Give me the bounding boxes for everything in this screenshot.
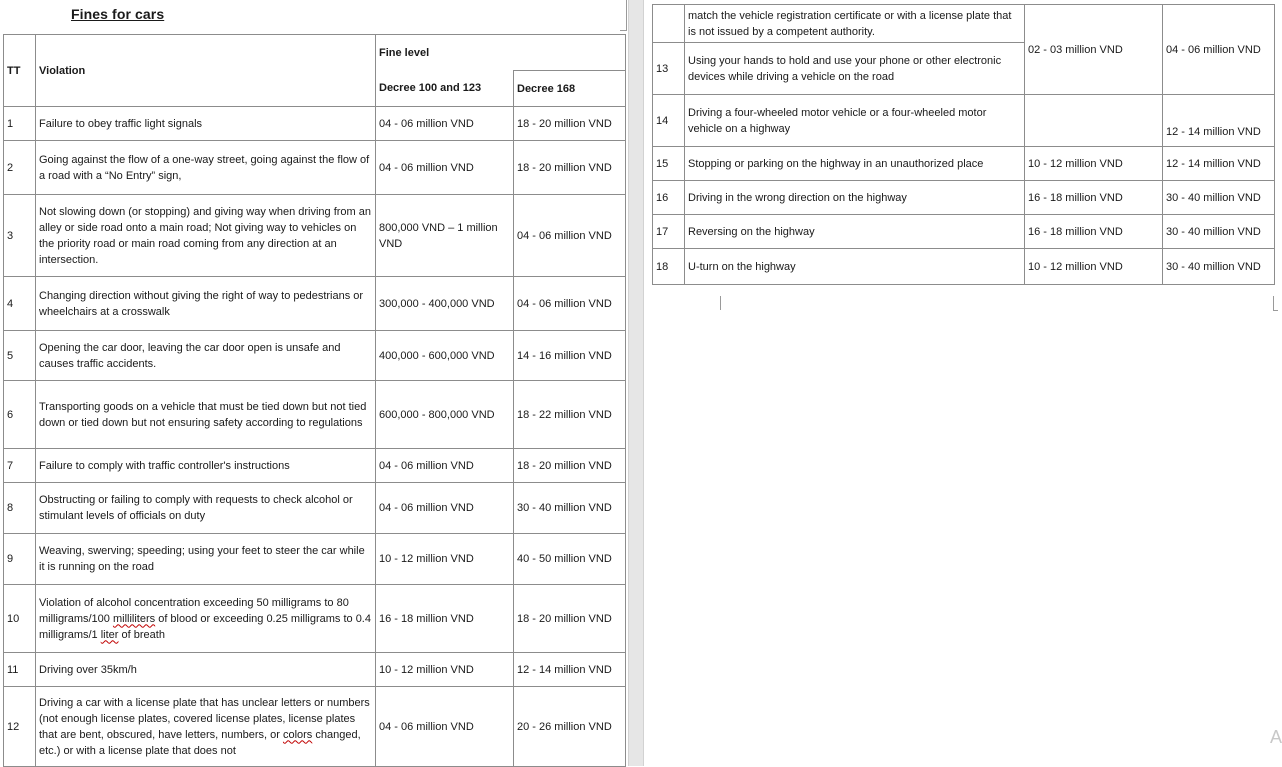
violation-text: Going against the flow of a one-way street, going against the flow of a road with a “No Entry” sign,	[36, 141, 376, 195]
fine-old: 10 - 12 million VND	[376, 653, 514, 687]
table-row	[653, 249, 1275, 285]
fine-old: 16 - 18 million VND	[1025, 215, 1163, 249]
violation-text: Using your hands to hold and use your phone or other electronic devices while driving a vehicle on the road	[685, 43, 1025, 95]
fine-new: 18 - 20 million VND	[514, 449, 626, 483]
table-row	[4, 195, 626, 277]
violation-text-part: changed, etc.) or with a license plate that does not	[39, 728, 361, 757]
fines-table-continued	[652, 4, 1275, 285]
table-row	[4, 107, 626, 141]
fine-old: 04 - 06 million VND	[376, 483, 514, 534]
fine-new: 18 - 20 million VND	[514, 585, 626, 653]
fine-old: 04 - 06 million VND	[376, 107, 514, 141]
fine-new: 12 - 14 million VND	[1163, 147, 1275, 181]
row-number: 10	[4, 585, 36, 653]
row-number	[653, 5, 685, 43]
table-row	[4, 534, 626, 585]
margin-corner-mark	[620, 0, 627, 31]
fine-old	[1025, 95, 1163, 147]
violation-text: Transporting goods on a vehicle that must be tied down but not tied down or tied down but not ensuring safety according to regulations	[36, 381, 376, 449]
row-number: 6	[4, 381, 36, 449]
table-row	[653, 181, 1275, 215]
fine-old: 04 - 06 million VND	[376, 141, 514, 195]
row-number: 5	[4, 331, 36, 381]
violation-text: Driving a four-wheeled motor vehicle or a four-wheeled motor vehicle on a highway	[685, 95, 1025, 147]
violation-text: Stopping or parking on the highway in an unauthorized place	[685, 147, 1025, 181]
row-number: 12	[4, 687, 36, 767]
row-number: 18	[653, 249, 685, 285]
fines-table	[3, 34, 626, 767]
fine-new: 30 - 40 million VND	[1163, 215, 1275, 249]
fine-new: 18 - 22 million VND	[514, 381, 626, 449]
row-number: 16	[653, 181, 685, 215]
fine-old: 04 - 06 million VND	[376, 687, 514, 767]
fine-old: 10 - 12 million VND	[1025, 249, 1163, 285]
table-row	[653, 147, 1275, 181]
fine-new: 12 - 14 million VND	[1163, 95, 1275, 147]
row-number: 4	[4, 277, 36, 331]
header-fine-level: Fine level	[376, 35, 626, 71]
text-cursor-mark	[720, 296, 721, 310]
fine-new: 20 - 26 million VND	[514, 687, 626, 767]
row-number: 1	[4, 107, 36, 141]
table-row	[653, 5, 1275, 43]
fine-old: 400,000 - 600,000 VND	[376, 331, 514, 381]
table-row	[653, 95, 1275, 147]
table-row	[4, 381, 626, 449]
spellcheck-flagged-word[interactable]: milliliters	[112, 612, 156, 625]
table-row	[4, 331, 626, 381]
violation-text	[36, 687, 376, 767]
page-edge-glyph: A	[1270, 727, 1282, 747]
violation-text: U-turn on the highway	[685, 249, 1025, 285]
document-page-right[interactable]	[644, 0, 1279, 766]
table-row	[4, 687, 626, 767]
row-number: 3	[4, 195, 36, 277]
row-number: 13	[653, 43, 685, 95]
row-number: 15	[653, 147, 685, 181]
fine-old: 800,000 VND – 1 million VND	[376, 195, 514, 277]
fine-old: 02 - 03 million VND	[1025, 5, 1163, 95]
fine-old: 10 - 12 million VND	[1025, 147, 1163, 181]
spellcheck-flagged-word[interactable]: liter	[100, 628, 119, 641]
violation-text: match the vehicle registration certificate or with a license plate that is not issued by a competent authority.	[685, 5, 1025, 43]
table-row	[4, 277, 626, 331]
row-number: 11	[4, 653, 36, 687]
table-row	[4, 449, 626, 483]
header-violation: Violation	[36, 35, 376, 107]
fine-old: 16 - 18 million VND	[376, 585, 514, 653]
fine-new: 04 - 06 million VND	[514, 277, 626, 331]
header-decree-old: Decree 100 and 123	[376, 71, 514, 107]
fine-old: 600,000 - 800,000 VND	[376, 381, 514, 449]
violation-text: Driving over 35km/h	[36, 653, 376, 687]
fine-new: 12 - 14 million VND	[514, 653, 626, 687]
fine-old: 04 - 06 million VND	[376, 449, 514, 483]
fine-new: 04 - 06 million VND	[1163, 5, 1275, 95]
violation-text	[36, 585, 376, 653]
fine-new: 18 - 20 million VND	[514, 107, 626, 141]
table-row	[4, 141, 626, 195]
table-row	[653, 215, 1275, 249]
violation-text: Opening the car door, leaving the car door open is unsafe and causes traffic accidents.	[36, 331, 376, 381]
fine-old: 300,000 - 400,000 VND	[376, 277, 514, 331]
violation-text: Failure to obey traffic light signals	[36, 107, 376, 141]
fine-new: 18 - 20 million VND	[514, 141, 626, 195]
violation-text: Obstructing or failing to comply with requests to check alcohol or stimulant levels of officials on duty	[36, 483, 376, 534]
fine-new: 14 - 16 million VND	[514, 331, 626, 381]
row-number: 2	[4, 141, 36, 195]
table-row	[4, 653, 626, 687]
table-row	[4, 585, 626, 653]
violation-text-part: of blood or exceeding 0.25 milligrams to 0.4 milligrams/1	[39, 612, 371, 641]
fine-old: 10 - 12 million VND	[376, 534, 514, 585]
fine-new: 40 - 50 million VND	[514, 534, 626, 585]
fine-new: 04 - 06 million VND	[514, 195, 626, 277]
violation-text: Not slowing down (or stopping) and giving way when driving from an alley or side road onto a main road; Not giving way to vehicles on the priority road or main road coming from any direction at an intersection.	[36, 195, 376, 277]
table-row	[4, 483, 626, 534]
row-number: 14	[653, 95, 685, 147]
violation-text-part: Violation of alcohol concentration exceeding 50 milligrams to 80 milligrams/100	[39, 596, 349, 625]
violation-text: Driving in the wrong direction on the highway	[685, 181, 1025, 215]
row-number: 8	[4, 483, 36, 534]
violation-text: Weaving, swerving; speeding; using your feet to steer the car while it is running on the road	[36, 534, 376, 585]
header-tt: TT	[4, 35, 36, 107]
document-title: Fines for cars	[71, 6, 165, 22]
fine-old: 16 - 18 million VND	[1025, 181, 1163, 215]
fine-new: 30 - 40 million VND	[1163, 249, 1275, 285]
page-separator	[628, 0, 644, 766]
row-number: 9	[4, 534, 36, 585]
violation-text: Reversing on the highway	[685, 215, 1025, 249]
row-number: 17	[653, 215, 685, 249]
violation-text: Failure to comply with traffic controller's instructions	[36, 449, 376, 483]
fine-new: 30 - 40 million VND	[514, 483, 626, 534]
row-number: 7	[4, 449, 36, 483]
spellcheck-flagged-word[interactable]: colors	[282, 728, 313, 741]
document-page-left[interactable]	[0, 0, 628, 766]
header-decree-new: Decree 168	[514, 71, 626, 107]
violation-text: Changing direction without giving the right of way to pedestrians or wheelchairs at a crosswalk	[36, 277, 376, 331]
violation-text-part: of breath	[118, 628, 165, 641]
violation-text-part: Driving a car with a license plate that has unclear letters or numbers (not enough license plates, covered license plates, license plates that are bent, obscured, have letters, numbers, or	[39, 696, 370, 741]
margin-corner-mark	[1273, 296, 1278, 311]
fine-new: 30 - 40 million VND	[1163, 181, 1275, 215]
